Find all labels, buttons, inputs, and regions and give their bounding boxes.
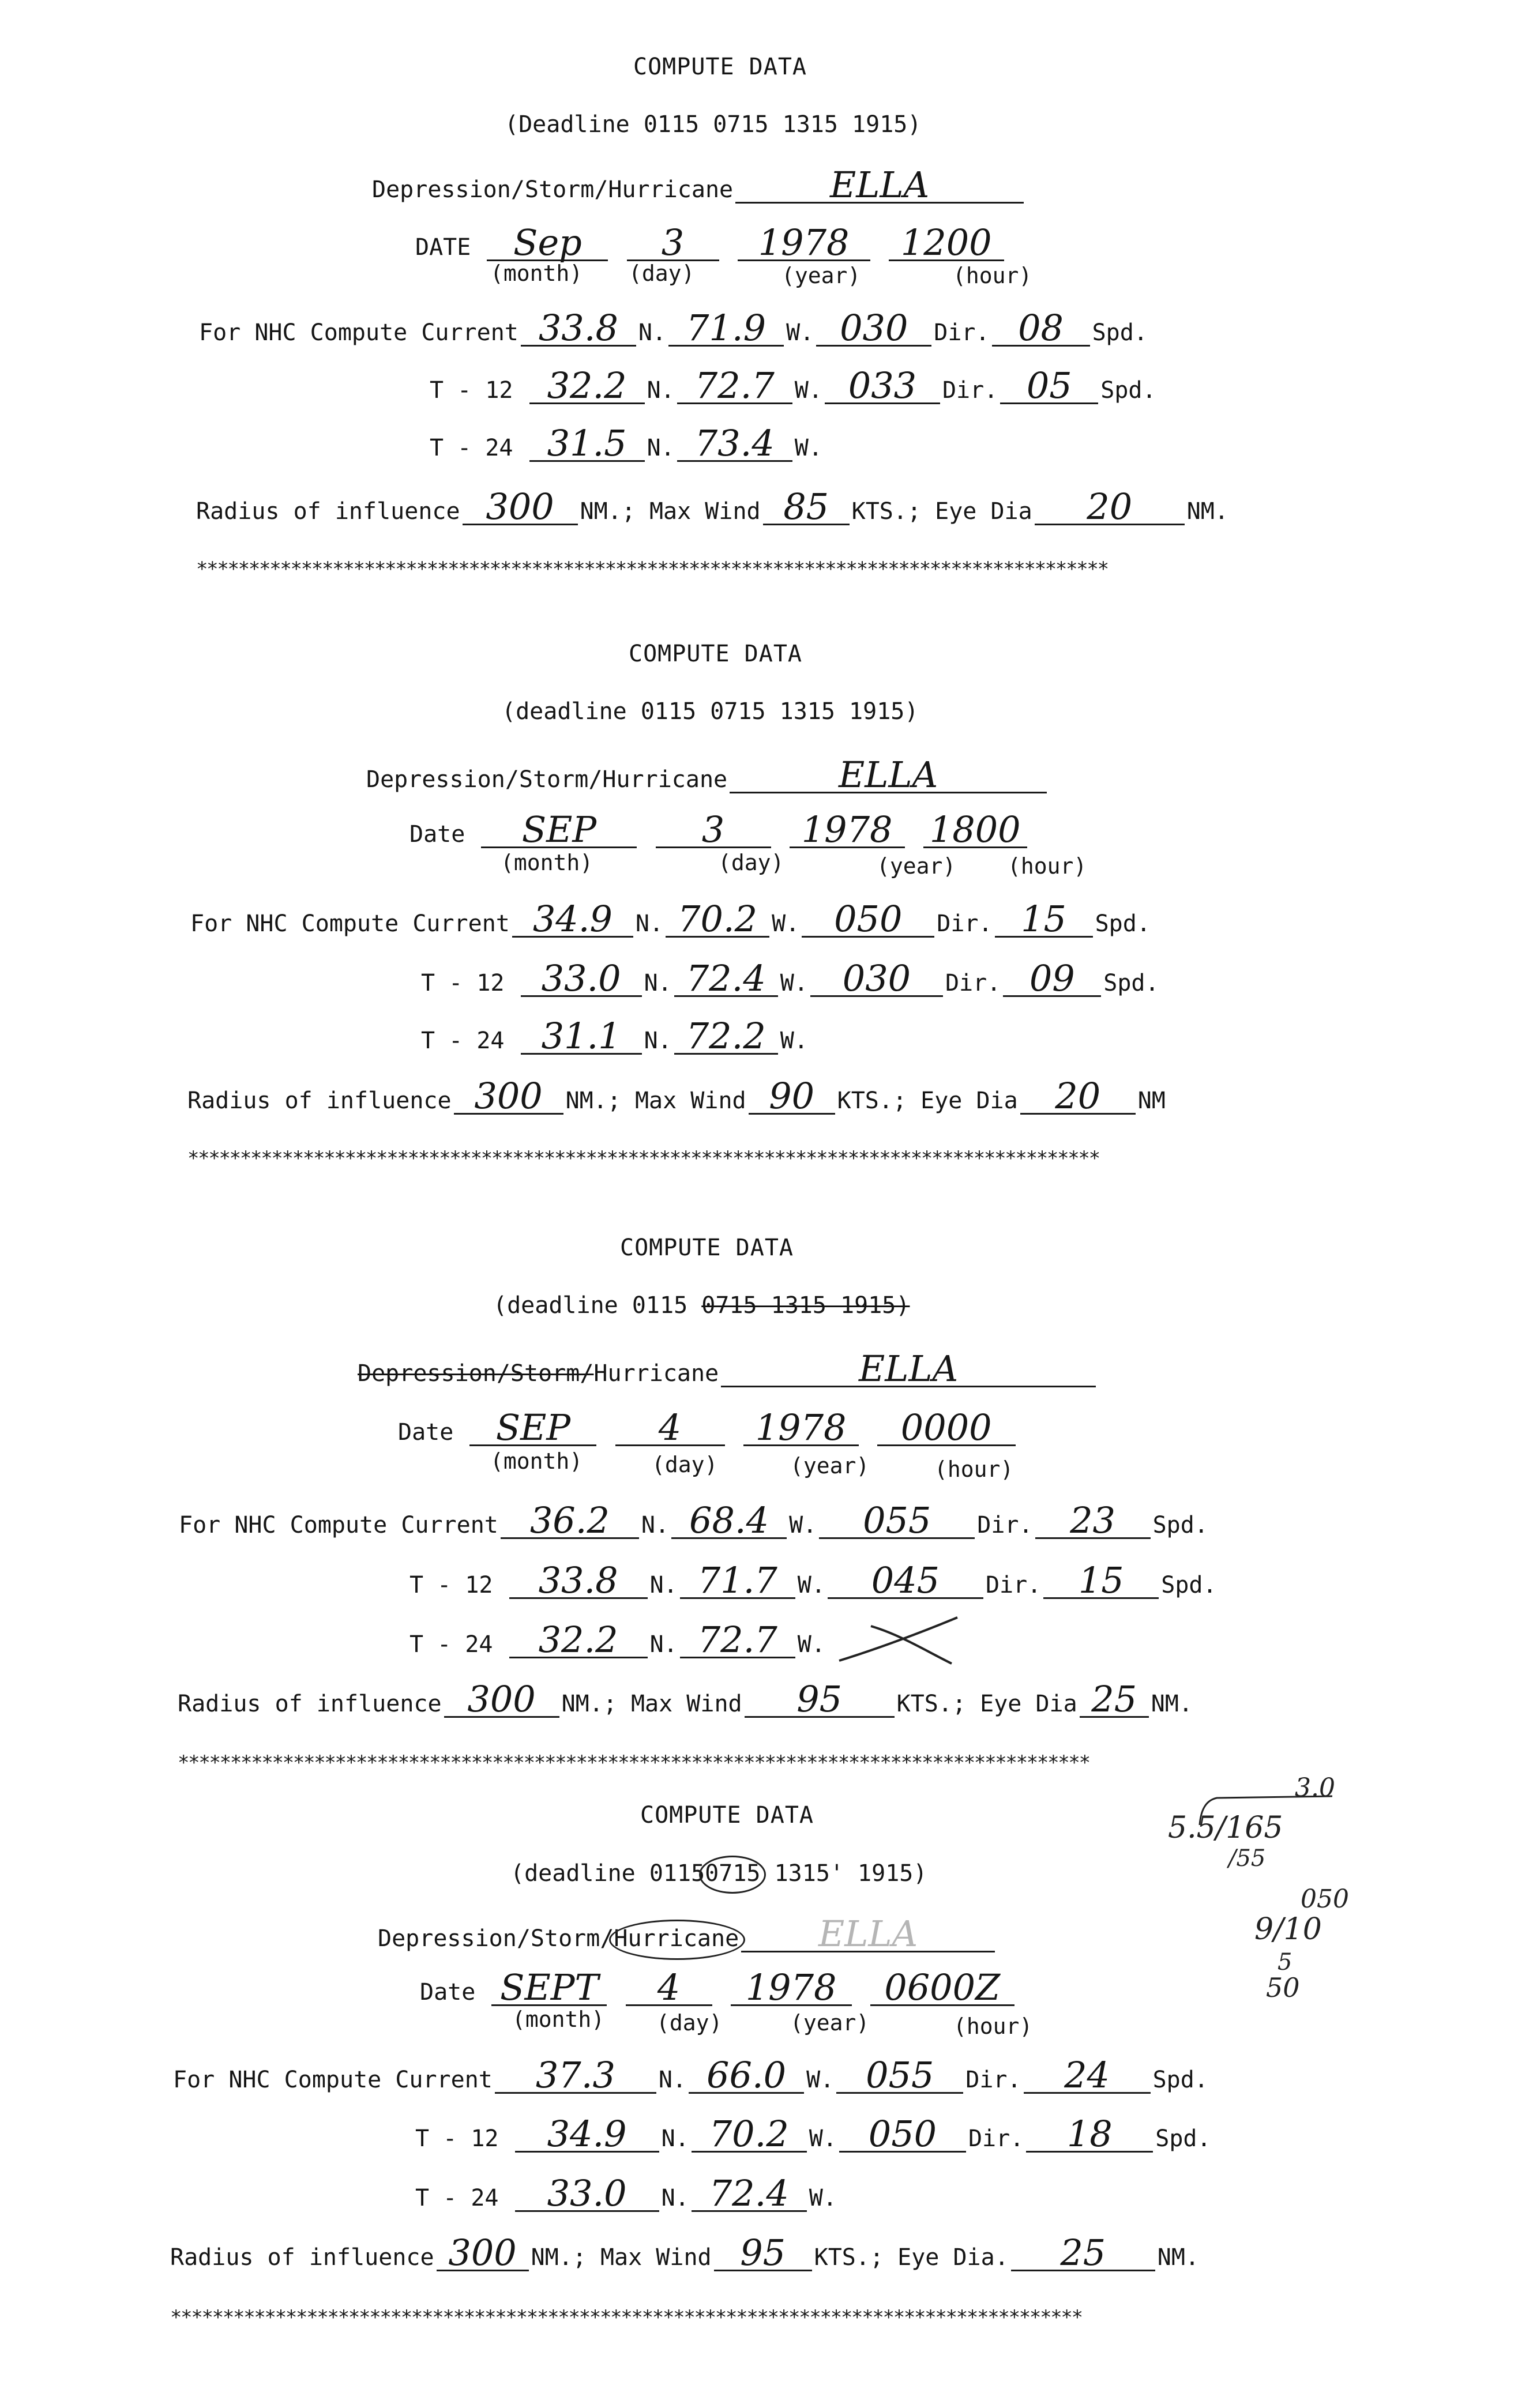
dir-label: Dir.: [934, 319, 990, 346]
separator-stars: ***************************************************************************************: [170, 2308, 1082, 2327]
storm-name-field: ELLA: [730, 758, 1047, 793]
radius-row: [170, 2232, 1200, 2274]
t12-label: T - 12: [430, 377, 513, 404]
margin-note-6: 5: [1277, 1949, 1292, 1976]
t12-lat-field: 33.0: [521, 962, 642, 997]
current-dir-field: 050: [802, 902, 934, 938]
sub-month: (month): [512, 2007, 605, 2032]
t24-lat-field: 31.5: [529, 427, 645, 462]
sub-hour: (hour): [953, 2014, 1033, 2039]
sub-month: (month): [490, 1448, 583, 1474]
margin-note-3: /55: [1228, 1845, 1266, 1872]
circle-mark: [609, 1920, 745, 1960]
storm-name-field: ELLA: [741, 1917, 995, 1952]
maxwind-field: 95: [714, 2236, 812, 2271]
date-row: [409, 808, 1029, 851]
radius-label: Radius of influence: [170, 2244, 434, 2271]
radius-label: Radius of influence: [187, 1088, 452, 1114]
hour-field: 1800: [923, 813, 1027, 848]
current-spd-field: 23: [1035, 1504, 1151, 1539]
year-field: 1978: [731, 1971, 852, 2006]
n-label: N.: [641, 1512, 670, 1538]
day-field: 4: [615, 1411, 725, 1446]
deadline-line: (deadline 0115 0715 1315 1915): [502, 698, 919, 725]
month-field: SEP: [481, 813, 637, 848]
t12-spd-field: 09: [1003, 962, 1101, 997]
current-spd-field: 15: [995, 902, 1093, 938]
current-label: For NHC Compute Current: [190, 910, 510, 937]
n-label: N.: [644, 1028, 672, 1054]
current-row: [190, 898, 1151, 940]
eye-label: KTS.; Eye Dia.: [814, 2244, 1009, 2271]
nm-label: NM.: [1186, 498, 1228, 525]
t24-row: [415, 2172, 837, 2214]
spd-label: Spd.: [1152, 2067, 1208, 2093]
day-field: 4: [626, 1971, 712, 2006]
deadline-line: (Deadline 0115 0715 1315 1915): [505, 111, 922, 138]
deadline-suffix: 1315' 1915): [760, 1860, 927, 1887]
sub-year: (year): [790, 1453, 870, 1478]
sub-month: (month): [501, 850, 593, 875]
current-lat-field: 34.9: [512, 902, 633, 938]
maxwind-label: NM.; Max Wind: [580, 498, 761, 525]
radius-field: 300: [437, 2236, 529, 2271]
maxwind-label: NM.; Max Wind: [561, 1691, 742, 1717]
month-field: SEP: [469, 1411, 596, 1446]
storm-name-row: [372, 164, 1026, 206]
date-label: Date: [398, 1419, 454, 1446]
t12-row: [430, 364, 1156, 407]
w-label: W.: [794, 377, 822, 404]
sub-year: (year): [877, 853, 956, 879]
current-dir-field: 055: [819, 1504, 975, 1539]
spd-label: Spd.: [1095, 910, 1151, 937]
sub-hour: (hour): [953, 263, 1032, 288]
t24-lat-field: 33.0: [515, 2177, 659, 2212]
dsh-label: Depression/Storm/Hurricane: [366, 766, 728, 793]
nm-label: NM.: [1157, 2244, 1200, 2271]
dir-label: Dir.: [942, 377, 998, 404]
t24-lat-field: 32.2: [509, 1623, 648, 1658]
n-label: N.: [649, 1572, 678, 1598]
n-label: N.: [644, 970, 672, 996]
dir-label: Dir.: [937, 910, 993, 937]
radius-label: Radius of influence: [178, 1691, 442, 1717]
deadline-circled: 0715: [705, 1860, 760, 1887]
n-label: N.: [649, 1631, 678, 1658]
t24-row: [421, 1015, 808, 1057]
current-row: [199, 307, 1148, 349]
t12-dir-field: 050: [839, 2117, 966, 2153]
n-label: N.: [658, 2067, 687, 2093]
t24-row: [409, 1619, 825, 1661]
t12-row: [421, 957, 1159, 999]
cross-out-mark: [836, 1615, 975, 1666]
current-lat-field: 36.2: [501, 1504, 639, 1539]
t12-row: [409, 1559, 1217, 1601]
dir-label: Dir.: [945, 970, 1001, 996]
deadline-prefix: (deadline 0115: [493, 1292, 702, 1319]
dsh-prefix: Depression/Storm/: [378, 1925, 614, 1952]
current-lat-field: 33.8: [521, 311, 636, 347]
dir-label: Dir.: [965, 2067, 1021, 2093]
deadline-prefix: (deadline 0115: [510, 1860, 705, 1887]
t12-lon-field: 70.2: [692, 2117, 807, 2153]
t24-lon-field: 72.7: [680, 1623, 795, 1658]
spd-label: Spd.: [1161, 1572, 1217, 1598]
w-label: W.: [772, 910, 800, 937]
year-field: 1978: [738, 226, 870, 261]
margin-note-4: 050: [1301, 1884, 1349, 1914]
t12-lon-field: 72.7: [677, 369, 792, 404]
current-lon-field: 66.0: [689, 2059, 804, 2094]
storm-name-field: ELLA: [735, 168, 1024, 204]
date-label: Date: [420, 1979, 476, 2006]
sub-year: (year): [790, 2010, 870, 2035]
separator-stars: ***************************************************************************************: [187, 1149, 1099, 1168]
deadline-struck: 0715 1315 1915): [701, 1292, 910, 1319]
current-row: [173, 2054, 1208, 2096]
w-label: W.: [797, 1631, 825, 1658]
dsh-struck: Depression/Storm/: [358, 1360, 594, 1387]
eye-field: 25: [1011, 2236, 1155, 2271]
dsh-circled: Hurricane: [614, 1925, 739, 1952]
hour-field: 0000: [877, 1411, 1016, 1446]
margin-note-7: 50: [1266, 1972, 1300, 2003]
eye-label: KTS.; Eye Dia: [851, 498, 1032, 525]
sub-year: (year): [781, 263, 861, 288]
form-title: COMPUTE DATA: [620, 1235, 794, 1261]
t24-label: T - 24: [430, 435, 513, 461]
spd-label: Spd.: [1103, 970, 1159, 996]
nm-label: NM.: [1151, 1691, 1193, 1717]
deadline-line: [493, 1292, 910, 1319]
t24-lon-field: 73.4: [677, 427, 792, 462]
n-label: N.: [661, 2185, 689, 2211]
w-label: W.: [797, 1572, 825, 1598]
eye-field: 25: [1080, 1683, 1149, 1718]
t24-label: T - 24: [409, 1631, 493, 1658]
current-label: For NHC Compute Current: [199, 319, 518, 346]
w-label: W.: [794, 435, 822, 461]
current-label: For NHC Compute Current: [179, 1512, 498, 1538]
t12-label: T - 12: [415, 2125, 499, 2152]
w-label: W.: [780, 970, 808, 996]
spd-label: Spd.: [1152, 1512, 1208, 1538]
margin-note-2: 5.5/165: [1168, 1811, 1283, 1845]
maxwind-field: 85: [763, 490, 850, 525]
year-field: 1978: [743, 1411, 859, 1446]
radius-field: 300: [444, 1683, 559, 1718]
radius-field: 300: [463, 490, 578, 525]
t12-spd-field: 05: [1000, 369, 1098, 404]
sub-day: (day): [718, 850, 784, 875]
date-row: [415, 221, 1006, 264]
current-lon-field: 70.2: [666, 902, 769, 938]
t12-lat-field: 33.8: [509, 1564, 648, 1599]
storm-name-row: [358, 1348, 1098, 1390]
t12-lon-field: 72.4: [674, 962, 778, 997]
t24-label: T - 24: [415, 2185, 499, 2211]
n-label: N.: [647, 377, 675, 404]
n-label: N.: [635, 910, 664, 937]
month-field: SEPT: [491, 1971, 607, 2006]
storm-name-row: [366, 754, 1049, 796]
t12-row: [415, 2113, 1211, 2155]
t12-label: T - 12: [421, 970, 505, 996]
w-label: W.: [809, 2125, 837, 2152]
w-label: W.: [780, 1028, 808, 1054]
t12-lat-field: 32.2: [529, 369, 645, 404]
spd-label: Spd.: [1155, 2125, 1211, 2152]
w-label: W.: [786, 319, 814, 346]
t24-lon-field: 72.2: [674, 1019, 778, 1055]
dir-label: Dir.: [977, 1512, 1033, 1538]
n-label: N.: [661, 2125, 689, 2152]
current-label: For NHC Compute Current: [173, 2067, 493, 2093]
form-title: COMPUTE DATA: [629, 641, 802, 667]
n-label: N.: [638, 319, 667, 346]
hour-field: 1200: [889, 226, 1004, 261]
w-label: W.: [809, 2185, 837, 2211]
date-label: DATE: [415, 234, 471, 261]
separator-stars: ***************************************************************************************: [178, 1753, 1089, 1773]
t24-label: T - 24: [421, 1028, 505, 1054]
separator-stars: ***************************************************************************************: [196, 559, 1108, 579]
eye-field: 20: [1020, 1079, 1136, 1115]
sub-hour: (hour): [1008, 853, 1087, 879]
sub-hour: (hour): [934, 1457, 1014, 1482]
maxwind-field: 95: [745, 1683, 895, 1718]
radius-label: Radius of influence: [196, 498, 460, 525]
eye-field: 20: [1035, 490, 1185, 525]
spd-label: Spd.: [1092, 319, 1148, 346]
t24-lon-field: 72.4: [692, 2177, 807, 2212]
current-dir-field: 030: [816, 311, 931, 347]
radius-row: [187, 1075, 1166, 1117]
day-field: 3: [656, 813, 771, 848]
storm-name-field: ELLA: [721, 1352, 1096, 1387]
form-title: COMPUTE DATA: [633, 54, 807, 80]
margin-note-5: 9/10: [1254, 1912, 1322, 1947]
sub-day: (day): [652, 1452, 718, 1477]
t12-lat-field: 34.9: [515, 2117, 659, 2153]
t12-spd-field: 15: [1043, 1564, 1159, 1599]
sub-day: (day): [629, 261, 695, 286]
year-field: 1978: [790, 813, 905, 848]
month-field: Sep: [487, 226, 608, 261]
current-lon-field: 68.4: [671, 1504, 787, 1539]
radius-row: [196, 486, 1228, 528]
margin-note-1: 3.0: [1295, 1773, 1335, 1803]
t12-label: T - 12: [409, 1572, 493, 1598]
hour-field: 0600Z: [870, 1971, 1014, 2006]
t12-dir-field: 030: [810, 962, 943, 997]
radius-row: [178, 1678, 1193, 1720]
n-label: N.: [647, 435, 675, 461]
t24-row: [430, 422, 822, 464]
eye-label: KTS.; Eye Dia: [837, 1088, 1018, 1114]
date-label: Date: [409, 821, 465, 848]
t24-lat-field: 31.1: [521, 1019, 642, 1055]
w-label: W.: [806, 2067, 835, 2093]
day-field: 3: [627, 226, 719, 261]
nm-label: NM: [1137, 1088, 1166, 1114]
date-row: [398, 1406, 1018, 1448]
current-spd-field: 24: [1024, 2059, 1151, 2094]
dsh-label: Hurricane: [593, 1360, 719, 1387]
radius-field: 300: [454, 1079, 563, 1115]
maxwind-field: 90: [749, 1079, 835, 1115]
t12-dir-field: 045: [828, 1564, 983, 1599]
dir-label: Dir.: [985, 1572, 1042, 1598]
w-label: W.: [789, 1512, 817, 1538]
current-spd-field: 08: [992, 311, 1090, 347]
storm-name-row: [378, 1913, 997, 1955]
maxwind-label: NM.; Max Wind: [565, 1088, 746, 1114]
t12-lon-field: 71.7: [680, 1564, 795, 1599]
circle-mark: [699, 1856, 766, 1894]
dir-label: Dir.: [968, 2125, 1024, 2152]
current-row: [179, 1499, 1208, 1541]
eye-label: KTS.; Eye Dia: [896, 1691, 1077, 1717]
current-lon-field: 71.9: [668, 311, 784, 347]
date-row: [420, 1966, 1017, 2008]
sub-day: (day): [656, 2010, 723, 2035]
form-title: COMPUTE DATA: [640, 1802, 814, 1828]
sub-month: (month): [490, 261, 583, 286]
maxwind-label: NM.; Max Wind: [531, 2244, 712, 2271]
dsh-label: Depression/Storm/Hurricane: [372, 176, 734, 203]
deadline-line: [510, 1860, 927, 1887]
spd-label: Spd.: [1100, 377, 1156, 404]
t12-spd-field: 18: [1026, 2117, 1153, 2153]
current-lat-field: 37.3: [495, 2059, 656, 2094]
current-dir-field: 055: [836, 2059, 963, 2094]
t12-dir-field: 033: [825, 369, 940, 404]
